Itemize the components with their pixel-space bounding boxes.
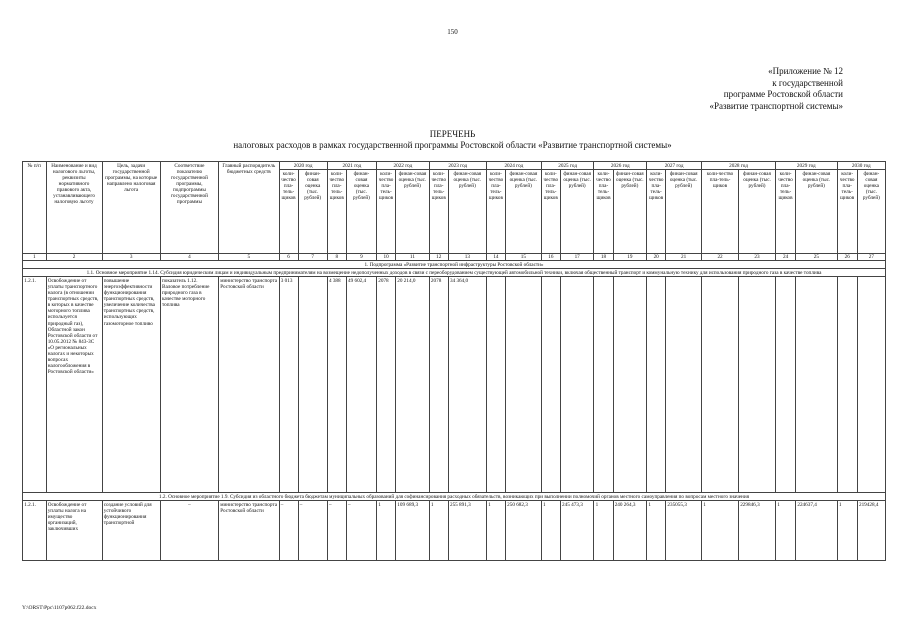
header-fin: финан-совая оценка (тыс. рублей) <box>739 170 776 254</box>
column-number: 19 <box>613 254 647 261</box>
header-qty: коли-чество пла-тель-щиков <box>594 170 613 254</box>
cell-qty: 1 <box>594 501 613 561</box>
header-year: 2025 год <box>541 162 594 170</box>
column-number: 2 <box>46 254 102 261</box>
row-goal: создание условий для устойчивого функционирования транспортной <box>102 501 160 561</box>
header-qty: коли-чество пла-тель-щиков <box>279 170 298 254</box>
column-number: 4 <box>160 254 218 261</box>
header-year: 2029 год <box>776 162 838 170</box>
header-year: 2028 год <box>702 162 776 170</box>
cell-fin: 224637,4 <box>796 501 837 561</box>
header-qty: коли-чество пла-тель-щиков <box>776 170 796 254</box>
header-fin: финан-совая оценка (тыс. рублей) <box>346 170 376 254</box>
header-year: 2024 год <box>486 162 541 170</box>
column-number: 27 <box>857 254 885 261</box>
cell-fin <box>613 277 647 493</box>
column-number: 12 <box>429 254 448 261</box>
column-number: 22 <box>702 254 739 261</box>
header-fin: финан-совая оценка (тыс. рублей) <box>560 170 594 254</box>
header-qty: коли-чество пла-тель-щиков <box>837 170 857 254</box>
header-fin: финан-совая оценка (тыс. рублей) <box>613 170 647 254</box>
cell-fin <box>666 277 702 493</box>
cell-fin: 245 473,3 <box>560 501 594 561</box>
cell-qty: 4 388 <box>327 277 346 493</box>
header-year: 2023 год <box>429 162 486 170</box>
column-number: 11 <box>396 254 430 261</box>
cell-fin: 250 682,3 <box>505 501 541 561</box>
cell-fin: 229846,3 <box>739 501 776 561</box>
table-row <box>23 277 886 493</box>
measure-title: 1.1. Основное мероприятие 1.14. Субсидия юридическим лицам и индивидуальным предпринимателям на возмещение недополученных доходов в связи с переоборудованием существующей автомобильной техники, включая общественный транспорт и коммунальную технику для использования природного газа в качестве топлива <box>23 269 886 277</box>
column-number: 24 <box>776 254 796 261</box>
measure-row <box>23 493 886 501</box>
cell-fin: 240 264,3 <box>613 501 647 561</box>
cell-qty: 1 <box>429 501 448 561</box>
cell-fin: 235055,3 <box>666 501 702 561</box>
cell-fin: – <box>298 501 327 561</box>
header-admin: Главный распорядитель бюджетных средств <box>219 162 280 254</box>
cell-fin <box>560 277 594 493</box>
header-qty: коли-чество пла-тель-щиков <box>647 170 666 254</box>
column-number: 25 <box>796 254 837 261</box>
cell-fin <box>857 277 885 493</box>
row-name: Освобождение от уплаты налога на имущество организаций, заключивших <box>46 501 102 561</box>
cell-fin: 34 364,0 <box>448 277 486 493</box>
header-fin: финан-совая оценка (тыс. рублей) <box>448 170 486 254</box>
row-indicator: показатель 1.12. Валовое потребление природного газа в качестве моторного топлива <box>160 277 218 493</box>
column-number: 5 <box>219 254 280 261</box>
document-title <box>0 129 905 151</box>
column-number: 21 <box>666 254 702 261</box>
column-number: 16 <box>541 254 560 261</box>
cell-qty: 2078 <box>429 277 448 493</box>
table-row <box>23 501 886 561</box>
cell-qty: 1 <box>647 501 666 561</box>
header-fin: финан-совая оценка (тыс. рублей) <box>666 170 702 254</box>
header-fin: финан-совая оценка (тыс. рублей) <box>505 170 541 254</box>
cell-qty: 1 <box>486 501 505 561</box>
header-year: 2026 год <box>594 162 647 170</box>
cell-fin: 109 689,3 <box>396 501 430 561</box>
header-goal: Цель, задачи государственной программы, на которые направлено налоговая льгота <box>102 162 160 254</box>
column-number: 8 <box>327 254 346 261</box>
cell-qty: 1 <box>837 501 857 561</box>
cell-fin: 20 214,0 <box>396 277 430 493</box>
header-indicator: Соответствие показателю государственной программы, подпрограммы государственной программы <box>160 162 218 254</box>
subprogram-row <box>23 261 886 269</box>
cell-fin <box>796 277 837 493</box>
cell-fin <box>298 277 327 493</box>
header-qty: коли-чество пла-тель-щиков <box>377 170 396 254</box>
header-qty: коли-чество пла-тель-щиков <box>541 170 560 254</box>
column-number: 1 <box>23 254 47 261</box>
cell-qty: 1 <box>776 501 796 561</box>
appendix-line: программе Ростовской области <box>723 89 843 99</box>
header-year: 2027 год <box>647 162 702 170</box>
header-fin: финан-совая оценка (тыс. рублей) <box>796 170 837 254</box>
appendix-header <box>710 66 843 112</box>
title-line-2: налоговых расходов в рамках государственной программы Ростовской области «Развитие транспортной системы» <box>233 140 672 150</box>
column-number: 7 <box>298 254 327 261</box>
measure-title: 1.2. Основное мероприятие 1.9. Субсидия из областного бюджета бюджетам муниципальных образований для софинансирования расходных обязательств, возникающих при выполнении полномочий органов местного самоуправления по вопросам местного значения <box>23 493 886 501</box>
header-year: 2021 год <box>327 162 376 170</box>
subprogram-title: 1. Подпрограмма «Развитие транспортной инфраструктуры Ростовской области» <box>23 261 886 269</box>
column-number: 10 <box>377 254 396 261</box>
column-number: 6 <box>279 254 298 261</box>
measure-row <box>23 269 886 277</box>
column-number: 15 <box>505 254 541 261</box>
title-line-1: ПЕРЕЧЕНЬ <box>429 129 476 139</box>
cell-qty <box>594 277 613 493</box>
column-number: 23 <box>739 254 776 261</box>
row-indicator: – <box>160 501 218 561</box>
header-name: Наименование и вид налогового льготы, реквизиты нормативного правового акта, устанавливающего налоговую льготу <box>46 162 102 254</box>
cell-qty: 3 013 <box>279 277 298 493</box>
column-number: 13 <box>448 254 486 261</box>
cell-qty <box>776 277 796 493</box>
column-number: 26 <box>837 254 857 261</box>
cell-fin <box>505 277 541 493</box>
row-goal: повышение энергоэффективности функционирования транспортных средств, увеличение количества транспортных средств, использующих газомоторное топливо <box>102 277 160 493</box>
cell-qty: – <box>279 501 298 561</box>
row-admin: министерство транспорта Ростовской области <box>219 277 280 493</box>
header-no: № п/п <box>23 162 47 254</box>
cell-qty <box>647 277 666 493</box>
cell-qty: 1 <box>377 501 396 561</box>
cell-qty <box>541 277 560 493</box>
cell-qty: – <box>327 501 346 561</box>
appendix-line: «Развитие транспортной системы» <box>709 100 843 111</box>
header-row-years <box>23 162 886 170</box>
row-number: 1.2.1. <box>23 501 47 561</box>
appendix-line: «Приложение № 12 <box>768 66 843 76</box>
tax-expenditure-table <box>22 161 886 561</box>
row-name: Освобождение от уплаты транспортного налога (в отношении транспортных средств, в которых в качестве моторного топлива используется природный газ), Областной закон Ростовской области от 10.05.2012 № 843-ЗС «О региональных налогах и некоторых вопросах налогообложения в Ростовской области» <box>46 277 102 493</box>
header-fin: финан-совая оценка (тыс. рублей) <box>298 170 327 254</box>
column-number: 20 <box>647 254 666 261</box>
cell-qty <box>702 277 739 493</box>
header-year: 2020 год <box>279 162 327 170</box>
column-number-row <box>23 254 886 261</box>
cell-fin: 219428,4 <box>857 501 885 561</box>
cell-qty: 1 <box>702 501 739 561</box>
column-number: 17 <box>560 254 594 261</box>
cell-fin <box>739 277 776 493</box>
header-fin: финан-совая оценка (тыс. рублей) <box>396 170 430 254</box>
cell-fin: – <box>346 501 376 561</box>
header-year: 2022 год <box>377 162 430 170</box>
row-admin: министерство транспорта Ростовской области <box>219 501 280 561</box>
cell-qty <box>486 277 505 493</box>
column-number: 14 <box>486 254 505 261</box>
column-number: 9 <box>346 254 376 261</box>
row-number: 1.2.1. <box>23 277 47 493</box>
cell-fin: 255 891,3 <box>448 501 486 561</box>
cell-qty: 1 <box>541 501 560 561</box>
column-number: 3 <box>102 254 160 261</box>
header-fin: финан-совая оценка (тыс. рублей) <box>857 170 885 254</box>
appendix-line: к государственной <box>772 77 843 88</box>
tax-expenditure-table-wrap <box>22 161 886 561</box>
header-qty: коли-чество пла-тель-щиков <box>486 170 505 254</box>
cell-qty <box>837 277 857 493</box>
header-year: 2030 год <box>837 162 885 170</box>
file-path-footer: Y:\ORST\Ppc\1107p062.f22.docx <box>22 605 97 611</box>
header-qty: коли-чество пла-тель-щиков <box>429 170 448 254</box>
header-qty: коли-чество пла-тель-щиков <box>702 170 739 254</box>
column-number: 18 <box>594 254 613 261</box>
header-qty: коли-чество пла-тель-щиков <box>327 170 346 254</box>
page-number: 150 <box>447 28 458 36</box>
cell-fin: 49 602,4 <box>346 277 376 493</box>
cell-qty: 2078 <box>377 277 396 493</box>
